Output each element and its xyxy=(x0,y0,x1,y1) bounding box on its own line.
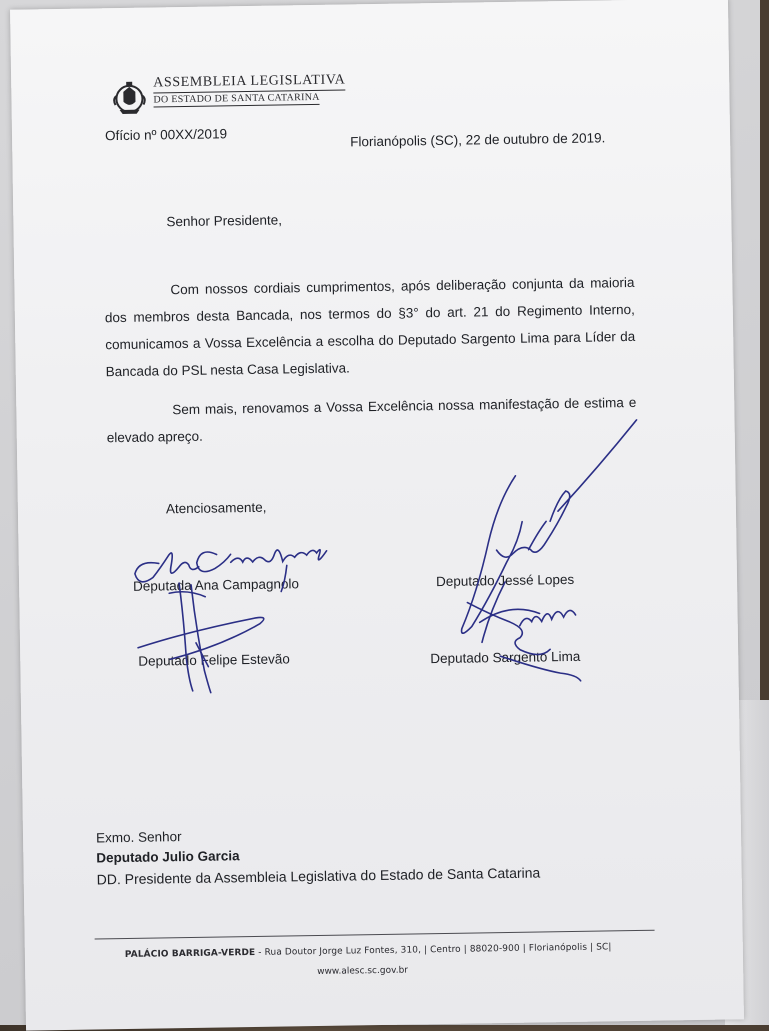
body-paragraph-2: Sem mais, renovamos a Vossa Excelência nossa manifestação de estima e elevado apreço. xyxy=(106,394,637,446)
closing: Atenciosamente, xyxy=(165,499,267,517)
signatory-sargento-lima: Deputado Sargento Lima xyxy=(430,648,581,667)
signature-sargento xyxy=(467,601,580,683)
letter-date: Florianópolis (SC), 22 de outubro de 2019. xyxy=(350,130,606,150)
signature-jesse xyxy=(458,420,640,643)
recipient-salutation: Exmo. Senhor xyxy=(95,829,182,846)
body-paragraph-1: Com nossos cordiais cumprimentos, após deliberação conjunta da maioria dos membros desta Bancada, nos termos do §3° do art. 21 do Regimento Interno, comunicamos a Vossa Excelência a escolha do Deputado Sargento Lima para Líder da Bancada do PSL nesta Casa Legislativa. xyxy=(104,274,636,380)
recipient-title: DD. Presidente da Assembleia Legislativa do Estado de Santa Catarina xyxy=(96,864,541,888)
footer-divider xyxy=(95,930,655,940)
signature-felipe xyxy=(137,582,265,694)
footer-building: PALÁCIO BARRIGA-VERDE xyxy=(124,947,256,961)
letter-page xyxy=(10,0,744,1031)
signatory-felipe-estevao: Deputado Felipe Estevão xyxy=(138,651,290,669)
letterhead xyxy=(109,72,350,126)
signatory-ana-campagnolo: Deputada Ana Campagnolo xyxy=(132,576,300,594)
salutation: Senhor Presidente, xyxy=(166,212,283,230)
reference-number: Ofício nº 00XX/2019 xyxy=(104,126,228,144)
coat-of-arms-icon xyxy=(109,78,150,119)
footer-street: - Rua Doutor Jorge Luz Fontes, 310, | Centro | 88020-900 | Florianópolis | SC| xyxy=(255,942,612,958)
footer-website: www.alesc.sc.gov.br xyxy=(317,965,409,977)
recipient-name: Deputado Julio Garcia xyxy=(96,848,240,866)
footer-address xyxy=(125,942,612,960)
signatory-jesse-lopes: Deputado Jessé Lopes xyxy=(435,571,575,590)
letterhead-title: ASSEMBLEIA LEGISLATIVA xyxy=(153,72,345,93)
letterhead-subtitle: DO ESTADO DE SANTA CATARINA xyxy=(153,91,320,106)
